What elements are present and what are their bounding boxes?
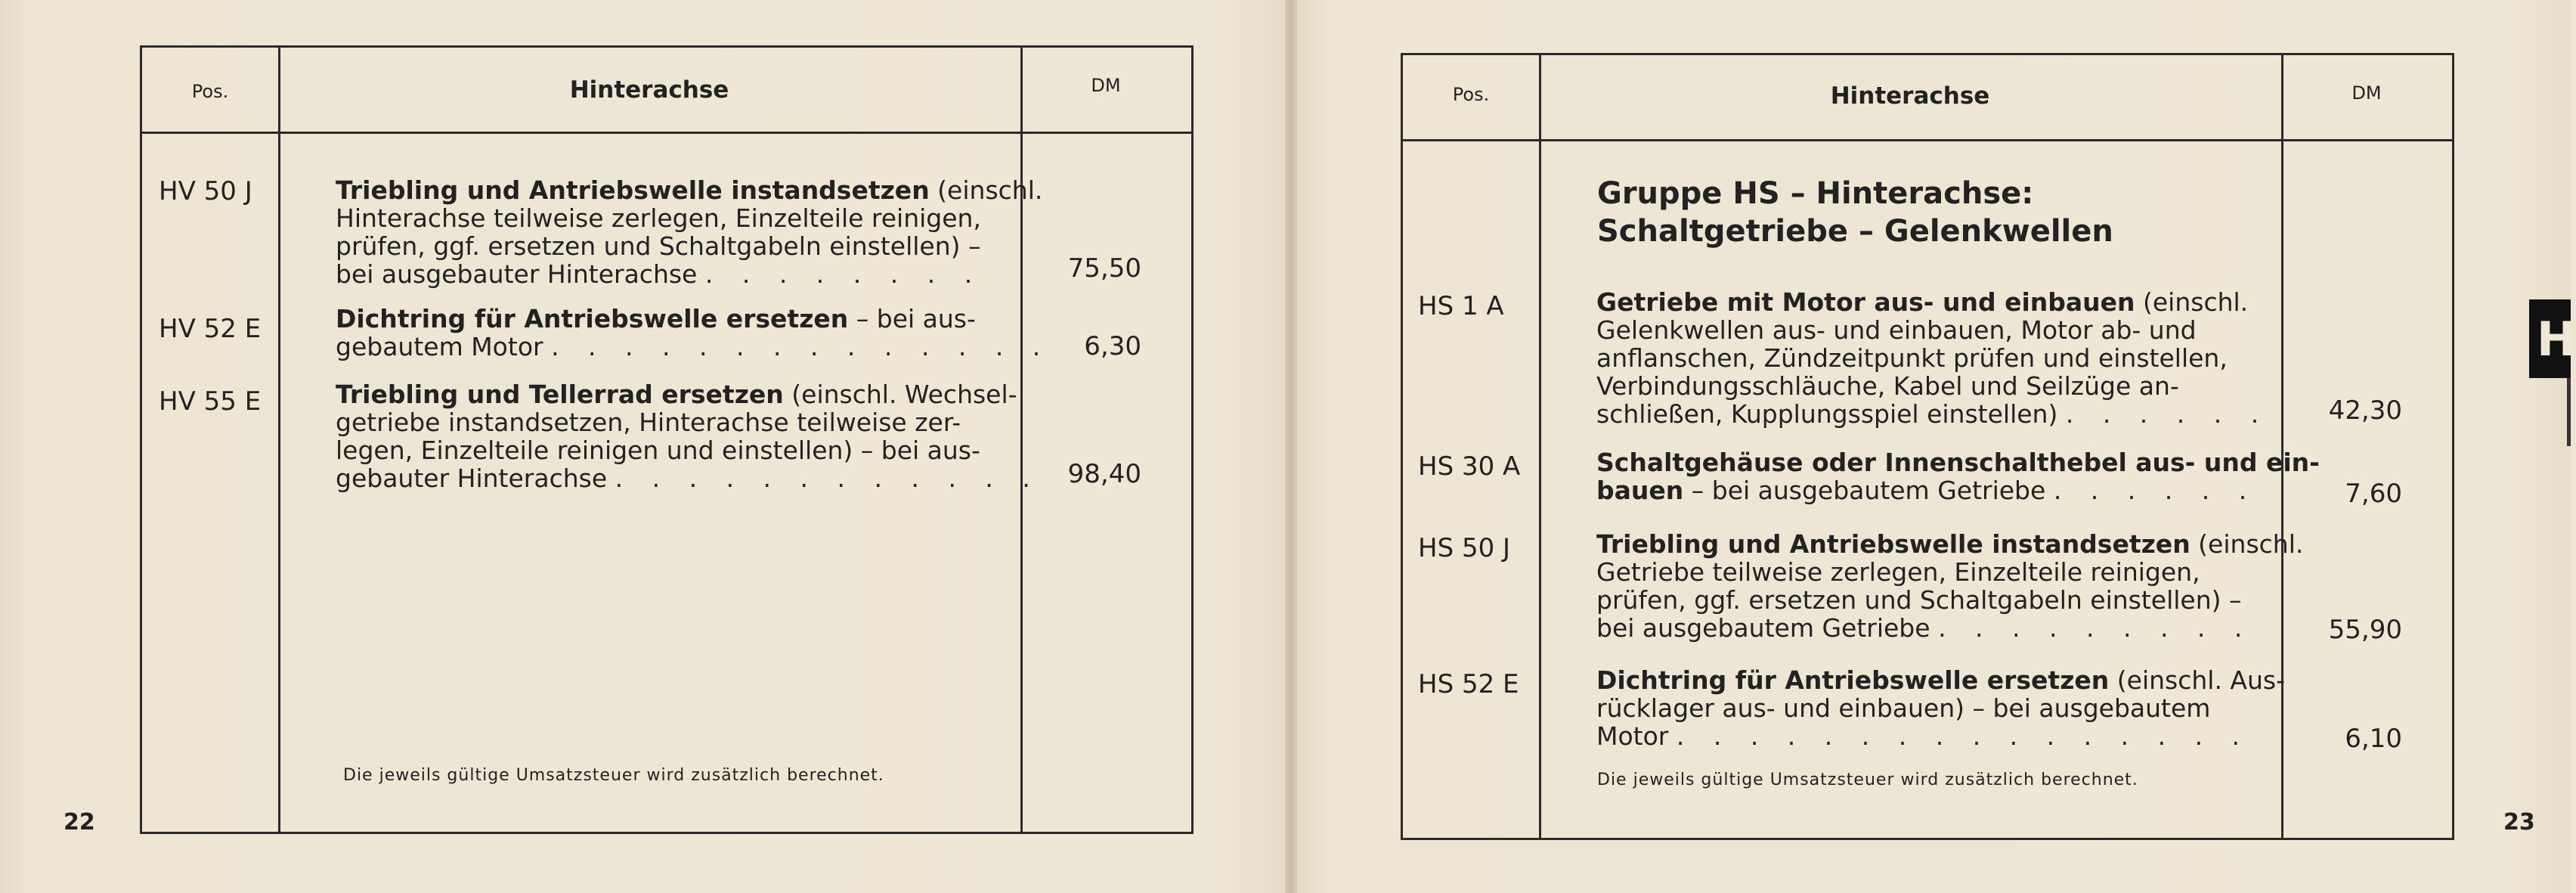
item-description: Schaltgehäuse oder Innenschalthebel aus- und ein- bauen – bei ausgebautem Getriebe . . . . . . [1596, 448, 2320, 505]
header-dm: DM [2352, 82, 2382, 104]
position-code: HV 50 J [159, 176, 252, 206]
tax-footnote: Die jeweils gültige Umsatzsteuer wird zusätzlich berechnet. [343, 766, 884, 785]
item-description: Triebling und Antriebswelle instandsetzen (einschl. Getriebe teilweise zerlegen, Einzelteile reinigen, prüfen, ggf. ersetzen und Schaltgabeln einstellen) – bei ausgebautem Getriebe . . . . . . . . . [1596, 529, 2304, 643]
left-page [0, 0, 1285, 893]
position-code: HS 30 A [1418, 451, 1521, 482]
header-title: Hinterachse [1830, 82, 1990, 110]
position-code: HS 1 A [1418, 291, 1504, 321]
item-price: 98,40 [1067, 459, 1141, 489]
item-title: Dichtring für Antriebswelle ersetzen [336, 304, 849, 333]
book-gutter [1285, 0, 1297, 893]
item-description: Dichtring für Antriebswelle ersetzen – bei aus- gebautem Motor . . . . . . . . . . . . . . [336, 304, 1051, 361]
header-divider [142, 132, 1191, 134]
item-title: Triebling und Antriebswelle instandsetzen [336, 175, 930, 205]
item-price: 42,30 [2328, 395, 2402, 426]
position-code: HV 55 E [159, 386, 262, 417]
page-edge-mark [2567, 378, 2571, 446]
item-price: 55,90 [2328, 615, 2402, 645]
header-dm: DM [1091, 75, 1121, 96]
item-title: Getriebe mit Motor aus- und einbauen [1596, 287, 2135, 317]
header-pos: Pos. [1452, 84, 1490, 105]
right-page [1297, 0, 2571, 893]
position-code: HS 52 E [1418, 669, 1519, 699]
item-price: 7,60 [2345, 479, 2402, 509]
header-pos: Pos. [191, 81, 229, 102]
item-title: Triebling und Tellerrad ersetzen [336, 380, 784, 409]
item-price: 75,50 [1067, 253, 1141, 284]
item-description: Triebling und Tellerrad ersetzen (einschl. Wechsel- getriebe instandsetzen, Hinterachse teilweise zer- legen, Einzelteile reinigen und einstellen) – bei aus- gebauter Hinterachse . . . . . . . . . . . . [336, 380, 1041, 493]
section-tab-h: H [2529, 299, 2571, 378]
item-title: Dichtring für Antriebswelle ersetzen [1596, 665, 2110, 695]
position-code: HV 52 E [159, 314, 262, 344]
item-title: Triebling und Antriebswelle instandsetzen [1596, 529, 2191, 559]
item-price: 6,30 [1084, 331, 1141, 361]
column-divider [278, 48, 280, 832]
header-divider [1403, 139, 2452, 141]
item-description: Dichtring für Antriebswelle ersetzen (einschl. Aus- rücklager aus- und einbauen) – bei ausgebautem Motor . . . . . . . . . . . . . . . . [1596, 665, 2286, 751]
page-number: 22 [63, 809, 95, 836]
column-divider [1539, 55, 1541, 838]
item-description: Getriebe mit Motor aus- und einbauen (einschl. Gelenkwellen aus- und einbauen, Motor ab- und anflanschen, Zündzeitpunkt prüfen und einstellen, Verbindungsschläuche, Kabel und Seilzüge an- schließen, Kupplungsspiel einstellen) . . . . . . [1596, 287, 2270, 429]
group-title: Gruppe HS – Hinterachse: Schaltgetriebe – Gelenkwellen [1597, 176, 2113, 249]
tax-footnote: Die jeweils gültige Umsatzsteuer wird zusätzlich berechnet. [1597, 771, 2138, 789]
item-title: Schaltgehäuse oder Innenschalthebel aus- und ein- [1596, 448, 2320, 477]
price-table-left [140, 45, 1194, 834]
position-code: HS 50 J [1418, 533, 1511, 563]
page-number: 23 [2503, 809, 2535, 836]
item-price: 6,10 [2345, 724, 2402, 754]
price-table-right [1401, 53, 2454, 840]
item-description: Triebling und Antriebswelle instandsetzen (einschl. Hinterachse teilweise zerlegen, Einzelteile reinigen, prüfen, ggf. ersetzen und Schaltgabeln einstellen) – bei ausgebauter Hinterachse . . . . . . . . [336, 175, 1043, 289]
header-title: Hinterachse [569, 76, 729, 104]
